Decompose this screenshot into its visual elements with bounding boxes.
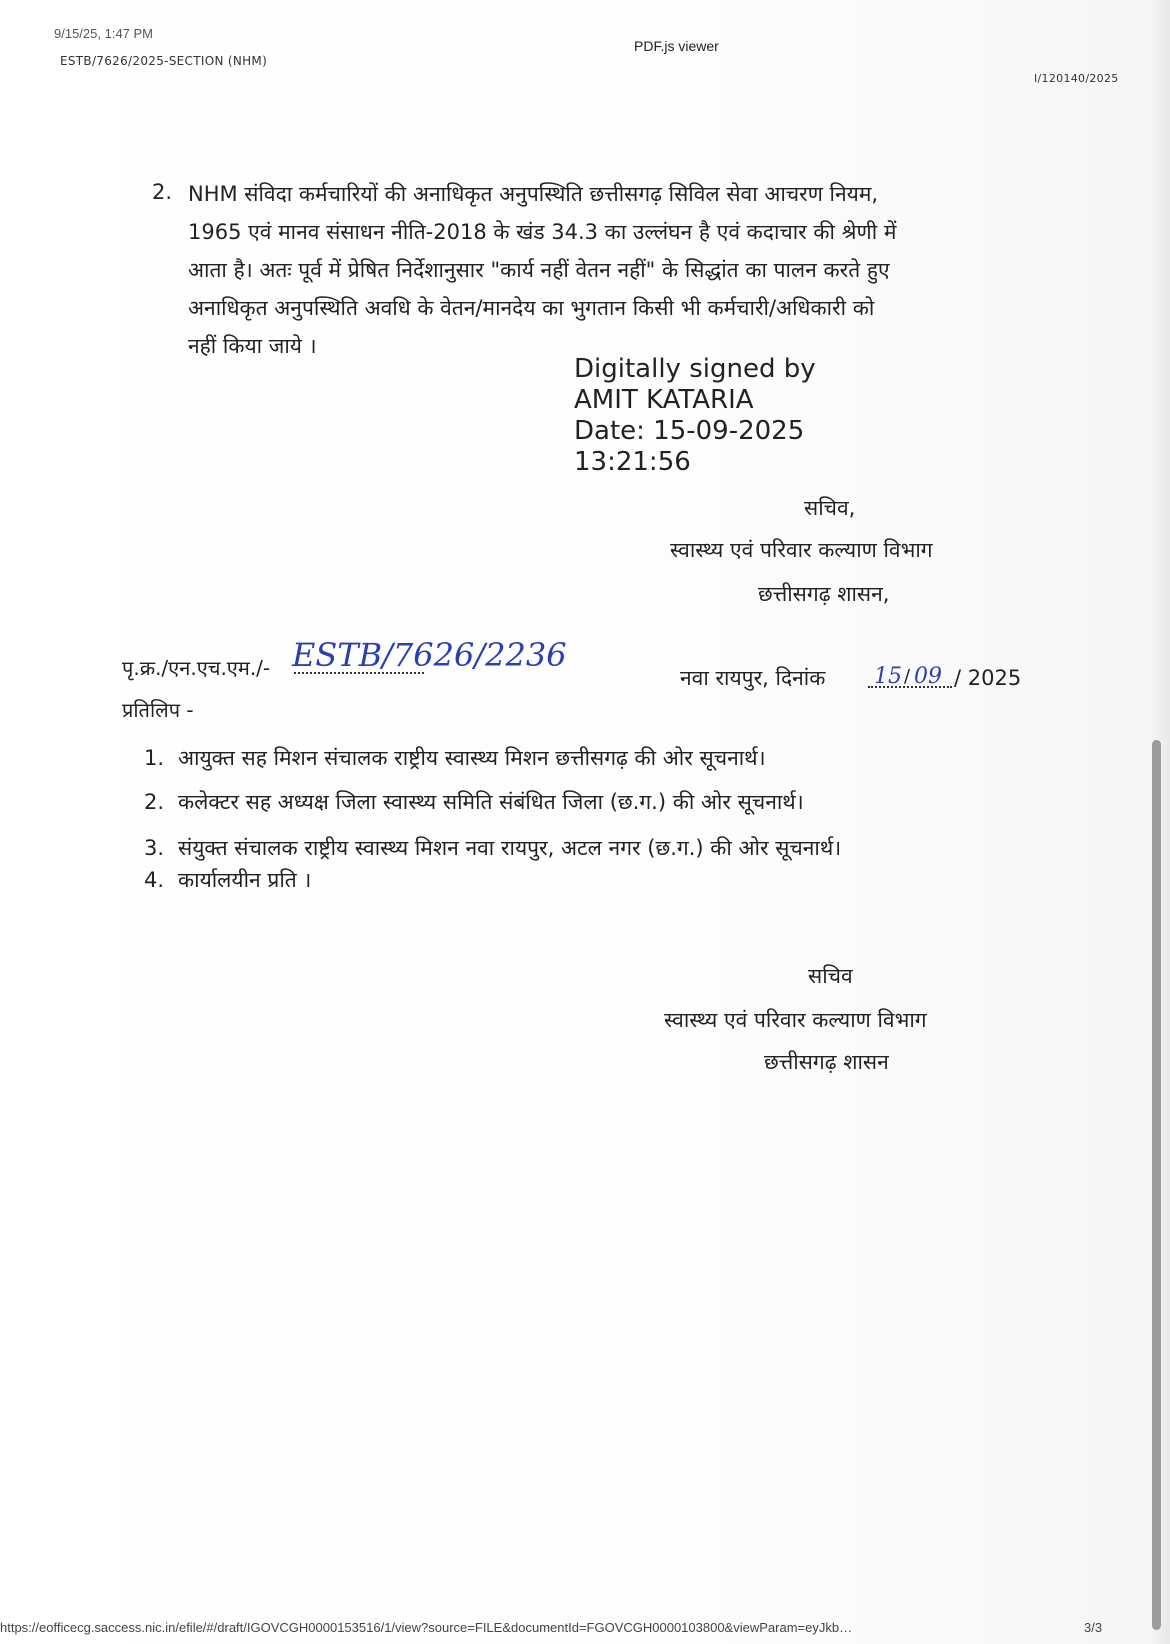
signer-name: AMIT KATARIA <box>574 385 754 415</box>
list-number: 4. <box>144 868 165 892</box>
viewer-title: PDF.js viewer <box>634 38 719 54</box>
digital-signature <box>574 354 816 478</box>
handwritten-day: 15 <box>874 664 902 689</box>
paragraph-line: अनाधिकृत अनुपस्थिति अवधि के वेतन/मानदेय का भुगतान किसी भी कर्मचारी/अधिकारी को <box>188 296 875 320</box>
handwritten-ref-number: ESTB/7626/2236 <box>292 636 567 674</box>
date-separator: / <box>904 666 911 687</box>
vertical-scrollbar[interactable] <box>1152 740 1161 1630</box>
paragraph-line: 1965 एवं मानव संसाधन नीति-2018 के खंड 34.3 का उल्लंघन है एवं कदाचार की श्रेणी में <box>188 220 897 244</box>
signatory-designation: सचिव, <box>804 496 856 520</box>
copy-list-item <box>144 834 841 862</box>
place-date-label: नवा रायपुर, दिनांक <box>680 666 826 690</box>
signatory-department: स्वास्थ्य एवं परिवार कल्याण विभाग <box>664 1008 927 1032</box>
endorsement-ref-label: पृ.क्र./एन.एच.एम./- <box>122 656 271 680</box>
footer-page-number: 3/3 <box>1084 1620 1103 1635</box>
paragraph-number: 2. <box>152 180 173 204</box>
receipt-number: I/120140/2025 <box>1034 72 1119 85</box>
signature-time: 13:21:56 <box>574 447 691 477</box>
paragraph-line: नहीं किया जाये । <box>188 334 317 358</box>
date-year: / 2025 <box>954 666 1022 690</box>
signatory-government: छत्तीसगढ़ शासन <box>764 1050 889 1074</box>
signature-date: Date: 15-09-2025 <box>574 416 805 446</box>
footer-url: https://eofficecg.saccess.nic.in/efile/#/draft/IGOVCGH0000153516/1/view?source=FILE&documentId=FGOVCGH0000103800&viewParam=eyJkb… <box>0 1620 853 1635</box>
handwritten-month: 09 <box>914 664 942 689</box>
list-text: संयुक्त संचालक राष्ट्रीय स्वास्थ्य मिशन नवा रायपुर, अटल नगर (छ.ग.) की ओर सूचनार्थ। <box>178 836 842 860</box>
list-number: 1. <box>144 746 165 770</box>
signature-line: Digitally signed by <box>574 354 816 384</box>
list-number: 2. <box>144 790 165 814</box>
file-reference: ESTB/7626/2025-SECTION (NHM) <box>60 54 268 68</box>
copy-list-item <box>144 744 766 772</box>
signatory-designation: सचिव <box>808 964 853 988</box>
list-text: आयुक्त सह मिशन संचालक राष्ट्रीय स्वास्थ्य मिशन छत्तीसगढ़ की ओर सूचनार्थ। <box>178 746 766 770</box>
print-datetime: 9/15/25, 1:47 PM <box>54 26 154 41</box>
signatory-government: छत्तीसगढ़ शासन, <box>758 582 890 606</box>
signatory-department: स्वास्थ्य एवं परिवार कल्याण विभाग <box>670 538 933 562</box>
paragraph-line: आता है। अतः पूर्व में प्रेषित निर्देशानुसार "कार्य नहीं वेतन नहीं" के सिद्धांत का पालन करते हुए <box>188 258 890 282</box>
copy-list-item <box>144 866 311 894</box>
list-number: 3. <box>144 836 165 860</box>
list-text: कलेक्टर सह अध्यक्ष जिला स्वास्थ्य समिति संबंधित जिला (छ.ग.) की ओर सूचनार्थ। <box>178 790 804 814</box>
copy-label: प्रतिलिप - <box>122 698 194 722</box>
list-text: कार्यालयीन प्रति । <box>178 868 312 892</box>
paragraph-line: NHM संविदा कर्मचारियों की अनाधिकृत अनुपस्थिति छत्तीसगढ़ सिविल सेवा आचरण नियम, <box>188 182 879 206</box>
copy-list-item <box>144 788 804 816</box>
